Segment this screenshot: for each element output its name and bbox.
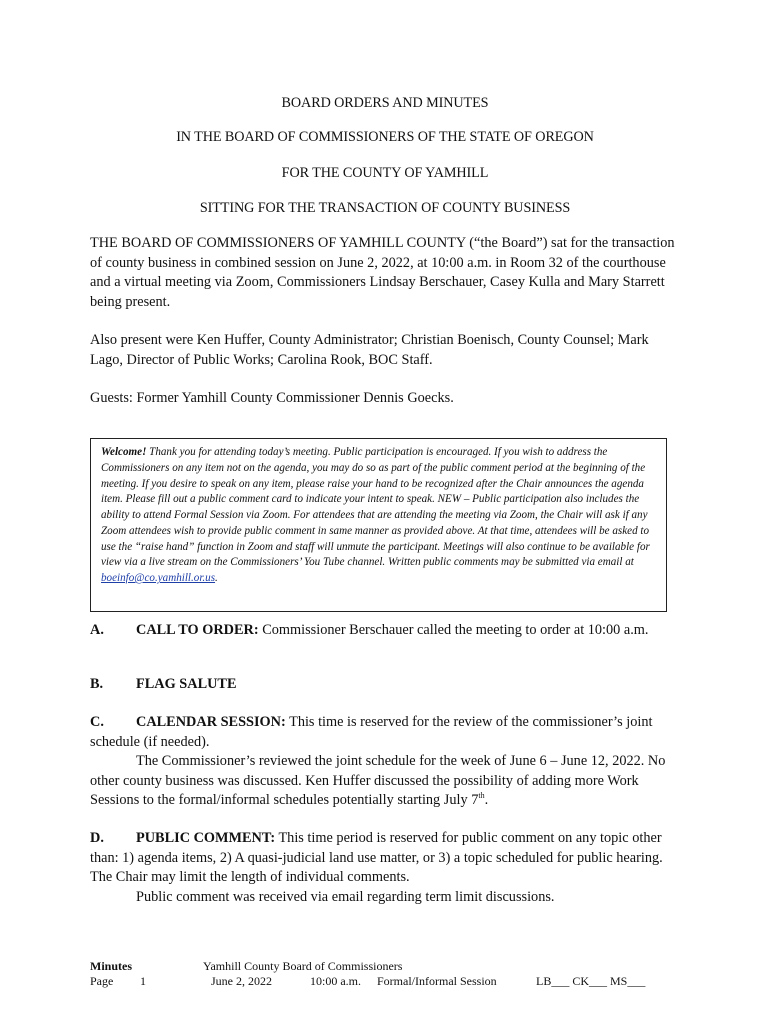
footer-org: Yamhill County Board of Commissioners <box>203 959 403 973</box>
heading-transaction: SITTING FOR THE TRANSACTION OF COUNTY BUSINESS <box>199 200 571 216</box>
section-c-body-sup: th <box>478 791 485 801</box>
welcome-notice-text: Thank you for attending today’s meeting. Public participation is encouraged. If you wish to address the Commissioners on any item not on the agenda, you may do so as part of the public comment period at the beginning of the meeting. If you desire to speak on any item, please raise your hand to be recognized after the Chair announces the agenda item. Please fill out a public comment card to indicate your intent to speak. NEW – Public participation also includes the ability to attend Formal Session via Zoom. For attendees that are attending the meeting via Zoom, the Chair will ask if any Zoom attendees wish to provide public comment in same manner as provided above. At that time, attendees will be asked to use the “raise hand” function in Zoom and staff will unmute the participant. Meetings will also continue to be available for view via a live stream on the Commissioners’ You Tube channel. Written public comments may be submitted via email at <box>101 446 650 569</box>
welcome-notice-box <box>90 438 667 612</box>
section-c-title: CALENDAR SESSION: <box>136 714 286 730</box>
footer-date: June 2, 2022 <box>211 974 272 988</box>
section-c-text: This time is reserved for the review of the commissioner’s joint schedule (if needed). <box>90 714 653 750</box>
welcome-label: Welcome! <box>101 446 147 458</box>
section-b-letter: B. <box>90 676 104 692</box>
heading-county: FOR THE COUNTY OF YAMHILL <box>281 165 489 181</box>
section-b-title: FLAG SALUTE <box>136 676 237 692</box>
footer-time: 10:00 a.m. <box>310 974 361 988</box>
section-flag-salute <box>90 675 682 695</box>
section-d-text: This time period is reserved for public comment on any topic other than: 1) agenda items, 2) A quasi-judicial land use matter, or 3) a topic scheduled for public hearing. The Chair may limit the length of individual comments. <box>90 830 663 885</box>
attendees-paragraph: Also present were Ken Huffer, County Administrator; Christian Boenisch, County Counsel; Mark Lago, Director of Public Works; Carolina Rook, BOC Staff. <box>90 332 649 368</box>
section-public-comment <box>90 829 682 907</box>
page-footer <box>90 959 690 989</box>
email-link[interactable]: boeinfo@co.yamhill.or.us <box>101 572 216 584</box>
section-calendar-session <box>90 713 682 811</box>
heading-state: IN THE BOARD OF COMMISSIONERS OF THE STATE OF OREGON <box>176 129 594 145</box>
footer-session: Formal/Informal Session <box>377 974 497 988</box>
footer-initials: LB___ CK___ MS___ <box>536 974 646 988</box>
footer-minutes-label: Minutes <box>90 959 132 973</box>
section-a-title: CALL TO ORDER: <box>136 622 259 638</box>
section-c-body <box>90 752 682 811</box>
section-c-body-text: The Commissioner’s reviewed the joint schedule for the week of June 6 – June 12, 2022. No other county business was discussed. Ken Huffer discussed the possibility of adding more Work Sessions to the formal/informal schedules potentially starting July 7 <box>90 753 666 808</box>
section-d-body: Public comment was received via email regarding term limit discussions. <box>136 888 555 905</box>
section-a-letter: A. <box>90 622 104 638</box>
section-d-title: PUBLIC COMMENT: <box>136 830 276 846</box>
section-c-letter: C. <box>90 714 104 730</box>
section-call-to-order <box>90 621 682 641</box>
section-c-body-end: . <box>484 792 489 808</box>
footer-page-label: Page <box>90 974 114 988</box>
intro-paragraph: THE BOARD OF COMMISSIONERS OF YAMHILL COUNTY (“the Board”) sat for the transaction of county business in combined session on June 2, 2022, at 10:00 a.m. in Room 32 of the courthouse and a virtual meeting via Zoom, Commissioners Lindsay Berschauer, Casey Kulla and Mary Starrett being present. <box>90 235 675 310</box>
section-d-letter: D. <box>90 830 104 846</box>
section-a-text: Commissioner Berschauer called the meeting to order at 10:00 a.m. <box>258 622 649 638</box>
notice-period: . <box>215 572 218 584</box>
heading-board-orders: BOARD ORDERS AND MINUTES <box>281 95 489 111</box>
guests-paragraph: Guests: Former Yamhill County Commissioner Dennis Goecks. <box>90 390 454 406</box>
footer-page-number: 1 <box>140 974 146 988</box>
